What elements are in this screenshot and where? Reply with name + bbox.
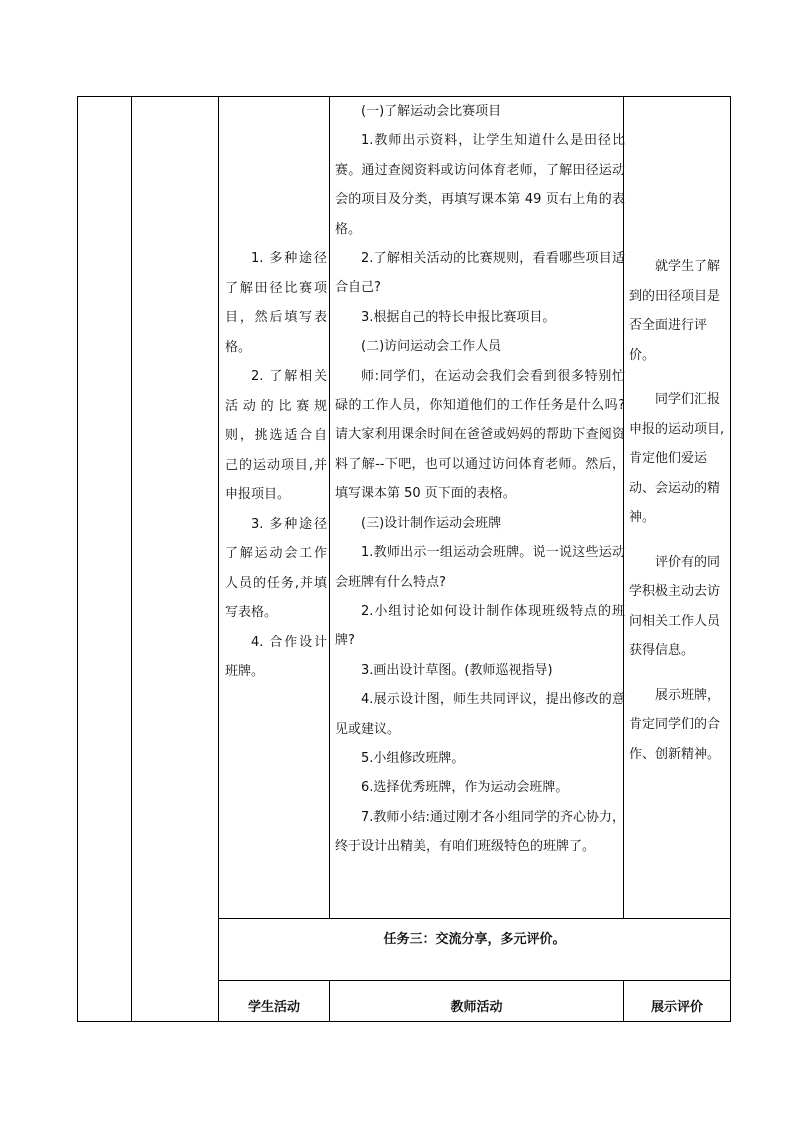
column-divider [329,96,330,919]
teacher-activity: 1.教师出示一组运动会班牌。说一说这些运动会班牌有什么特点? [335,545,625,590]
teacher-activity: 5.小组修改班牌。 [361,750,465,766]
header-teacher-activity: 教师活动 [450,1000,503,1015]
table-bottom-border [77,1021,731,1022]
teacher-activity: 6.选择优秀班牌，作为运动会班牌。 [361,780,569,796]
evaluation-item: 评价有的同学积极主动去访问相关工作人员获得信息。 [629,554,721,658]
student-activity: 1. 多种途径了解田径比赛项目，然后填写表格。 [225,251,327,355]
table-left-border [77,96,78,1022]
student-activity: 3. 多种途径了解运动会工作人员的任务,并填写表格。 [225,516,327,620]
teacher-activity: 3.画出设计草图。(教师巡视指导) [361,662,553,678]
teacher-activity: 2.小组讨论如何设计制作体现班级特点的班牌? [335,603,625,649]
student-activity: 4. 合作设计班牌。 [225,634,327,679]
teacher-activity: 4.展示设计图，师生共同评议，提出修改的意见或建议。 [335,692,625,737]
evaluation-item: 就学生了解到的田径项目是否全面进行评价。 [629,259,721,363]
teacher-activity: 2.了解相关活动的比赛规则，看看哪些项目适合自己? [335,251,625,296]
task-title: 任务三：交流分享，多元评价。 [383,932,566,947]
section-heading: (三)设计制作运动会班牌 [361,515,502,531]
teacher-activity: 3.根据自己的特长申报比赛项目。 [361,309,556,325]
header-student-activity: 学生活动 [247,1000,300,1015]
column-divider [218,96,219,1022]
table-right-border [730,96,731,1022]
column-divider [131,96,132,1022]
evaluation-cell [629,252,729,769]
student-activity: 2. 了解相关活动的比赛规则，挑选适合自己的运动项目,并申报项目。 [225,369,327,502]
row-divider [218,918,731,919]
lesson-plan-table [77,96,731,1022]
student-activities-cell [225,244,327,687]
evaluation-item: 同学们汇报申报的运动项目,肯定他们爱运动、会运动的精神。 [629,392,725,525]
section-heading: (一)了解运动会比赛项目 [361,104,502,119]
header-evaluation: 展示评价 [650,1000,703,1015]
teacher-activity: 师:同学们，在运动会我们会看到很多特别忙碌的工作人员，你知道他们的工作任务是什么吗?请大家利用课余时间在爸爸或妈妈的帮助下查阅资料了解--下吧，也可以通过访问体育老师。然后，填写课本第 50 页下面的表格。 [335,368,625,502]
teacher-activity: 7.教师小结:通过刚才各小组同学的齐心协力，终于设计出精美，有咱们班级特色的班牌了。 [335,809,625,855]
teacher-activities-cell [335,97,625,862]
section-heading: (二)访问运动会工作人员 [361,339,502,355]
evaluation-item: 展示班牌，肯定同学们的合作、创新精神。 [629,687,721,762]
row-divider [218,980,731,981]
teacher-activity: 1.教师出示资料，让学生知道什么是田径比赛。通过查阅资料或访问体育老师，了解田径运动会的项目及分类，再填写课本第 49 页右上角的表格。 [335,133,625,237]
